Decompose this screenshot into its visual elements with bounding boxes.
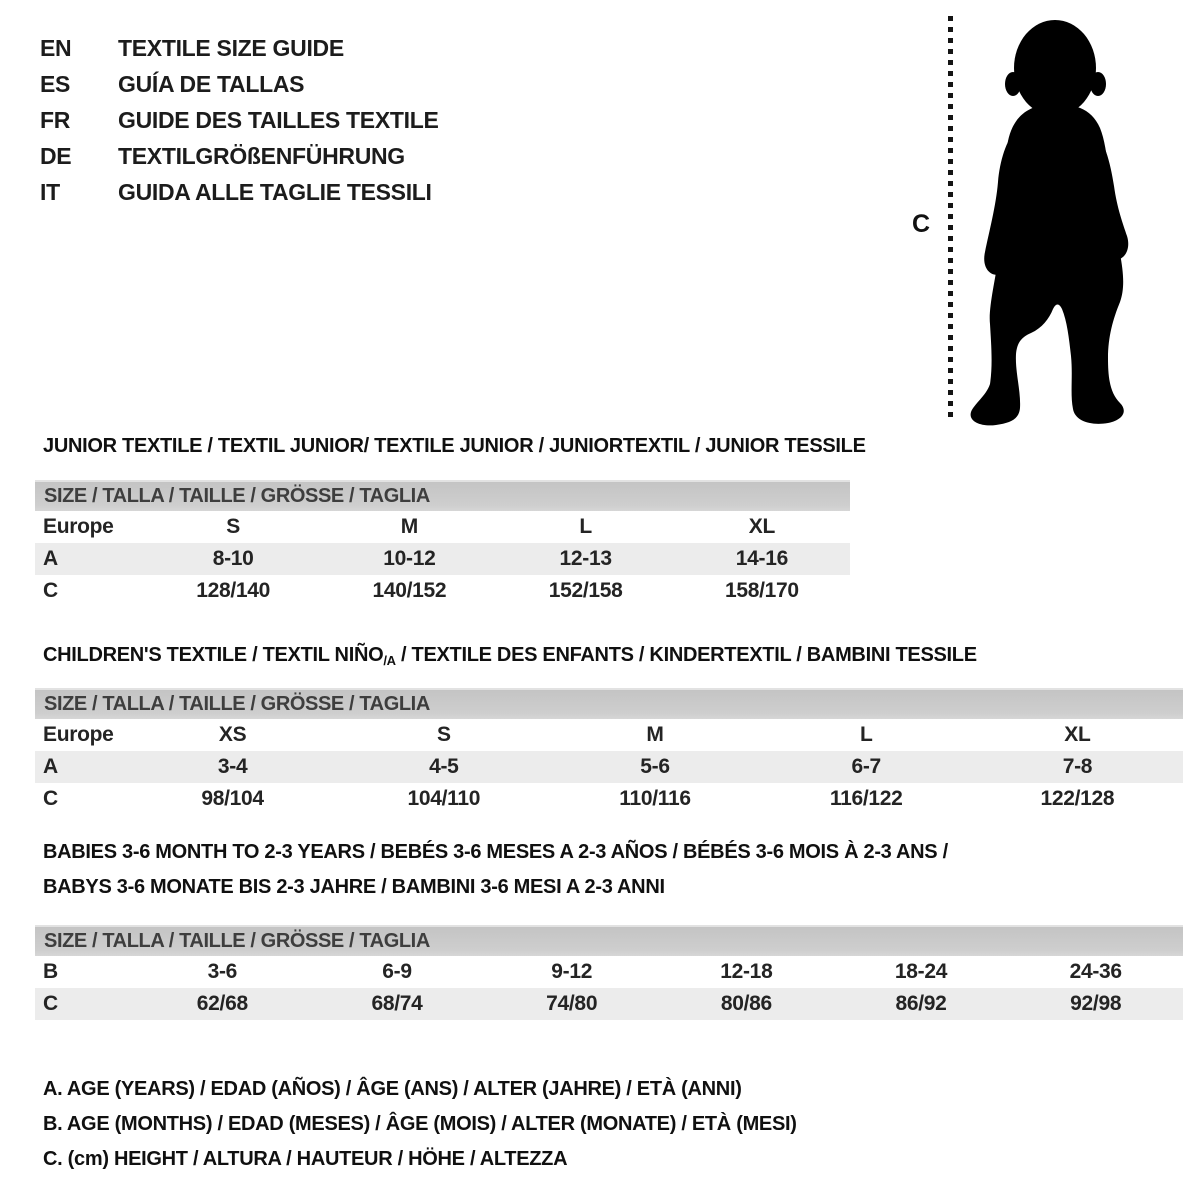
- height-cell: 98/104: [201, 787, 264, 810]
- age-cell: 14-16: [735, 547, 788, 570]
- table-row-age-months: [35, 956, 1183, 988]
- age-cell: 8-10: [212, 547, 254, 570]
- language-code: ES: [40, 70, 71, 97]
- language-code: FR: [40, 106, 71, 133]
- children-section-title: [43, 642, 977, 674]
- age-cell: 18-24: [894, 960, 948, 983]
- age-cell: 24-36: [1069, 960, 1122, 983]
- legend-line-a: A. AGE (YEARS) / EDAD (AÑOS) / ÂGE (ANS) / ALTER (JAHRE) / ETÀ (ANNI): [43, 1078, 742, 1100]
- silhouette-ear-right: [1090, 72, 1106, 96]
- legend-line-c: C. (cm) HEIGHT / ALTURA / HAUTEUR / HÖHE / ALTEZZA: [43, 1148, 568, 1170]
- junior-size-table: [35, 480, 850, 607]
- row-label: C: [43, 787, 58, 810]
- toddler-silhouette: [958, 12, 1143, 430]
- age-cell: 9-12: [551, 960, 593, 983]
- table-row-age: [35, 751, 1183, 783]
- silhouette-ear-left: [1005, 72, 1021, 96]
- height-cell: 92/98: [1070, 992, 1122, 1015]
- language-label: GUÍA DE TALLAS: [118, 70, 305, 97]
- height-cell: 104/110: [407, 787, 481, 810]
- size-cell: XL: [1064, 723, 1091, 746]
- height-cell: 116/122: [829, 787, 903, 810]
- age-cell: 3-4: [217, 755, 248, 778]
- age-cell: 3-6: [207, 960, 238, 983]
- height-cell: 74/80: [546, 992, 598, 1015]
- age-cell: 6-7: [851, 755, 881, 778]
- height-measure-dashed-line: [948, 16, 953, 418]
- row-label: A: [43, 755, 58, 778]
- age-cell: 6-9: [382, 960, 412, 983]
- height-cell: 152/158: [548, 579, 623, 602]
- height-measure-label: C: [912, 210, 931, 238]
- height-cell: 110/116: [619, 787, 691, 810]
- height-cell: 62/68: [196, 992, 248, 1015]
- table-row-age: [35, 543, 850, 575]
- size-header-label: SIZE / TALLA / TAILLE / GRÖSSE / TAGLIA: [44, 693, 430, 715]
- size-cell: L: [859, 723, 873, 746]
- age-cell: 7-8: [1062, 755, 1093, 778]
- size-header-label: SIZE / TALLA / TAILLE / GRÖSSE / TAGLIA: [44, 930, 430, 952]
- size-cell: M: [646, 723, 664, 746]
- language-label: TEXTILGRÖßENFÜHRUNG: [118, 142, 405, 169]
- age-cell: 12-13: [559, 547, 612, 570]
- table-row-height: [35, 988, 1183, 1020]
- age-cell: 4-5: [429, 755, 459, 778]
- language-label: GUIDA ALLE TAGLIE TESSILI: [118, 178, 432, 205]
- size-cell: L: [579, 515, 592, 538]
- height-cell: 158/170: [724, 579, 799, 602]
- table-row-europe: [35, 719, 1183, 751]
- row-label: B: [43, 960, 58, 983]
- table-row-height: [35, 575, 850, 607]
- language-code: DE: [40, 142, 72, 169]
- age-cell: 5-6: [640, 755, 670, 778]
- measure-legend: [43, 1072, 797, 1177]
- age-cell: 12-18: [720, 960, 773, 983]
- children-title-prefix: CHILDREN'S TEXTILE / TEXTIL NIÑO: [43, 644, 384, 666]
- language-row-fr: [40, 102, 439, 138]
- height-cell: 80/86: [720, 992, 772, 1015]
- babies-section-title-line1: BABIES 3-6 MONTH TO 2-3 YEARS / BEBÉS 3-6 MESES A 2-3 AÑOS / BÉBÉS 3-6 MOIS À 2-3 ANS /: [43, 841, 948, 863]
- size-cell: M: [400, 515, 418, 538]
- babies-section-title-line2: BABYS 3-6 MONATE BIS 2-3 JAHRE / BAMBINI 3-6 MESI A 2-3 ANNI: [43, 876, 665, 898]
- language-code: IT: [40, 178, 60, 205]
- height-cell: 68/74: [371, 992, 423, 1015]
- children-size-table: [35, 688, 1183, 815]
- language-label: GUIDE DES TAILLES TEXTILE: [118, 106, 439, 133]
- language-code: EN: [40, 34, 72, 61]
- height-cell: 140/152: [372, 579, 447, 602]
- legend-line-b: B. AGE (MONTHS) / EDAD (MESES) / ÂGE (MOIS) / ALTER (MONATE) / ETÀ (MESI): [43, 1113, 797, 1135]
- height-cell: 86/92: [895, 992, 947, 1015]
- children-title-suffix: / TEXTILE DES ENFANTS / KINDERTEXTIL / BAMBINI TESSILE: [395, 644, 977, 666]
- size-cell: XL: [748, 515, 775, 538]
- language-row-en: [40, 30, 439, 66]
- size-cell: XS: [218, 723, 247, 746]
- language-label: TEXTILE SIZE GUIDE: [118, 34, 344, 61]
- row-label: C: [43, 992, 58, 1015]
- row-label: A: [43, 547, 58, 570]
- height-cell: 122/128: [1040, 787, 1115, 810]
- language-row-de: [40, 138, 439, 174]
- babies-size-table: [35, 925, 1183, 1020]
- size-header-bar: [35, 925, 1183, 956]
- row-label: Europe: [43, 515, 114, 538]
- age-cell: 10-12: [383, 547, 436, 570]
- size-header-label: SIZE / TALLA / TAILLE / GRÖSSE / TAGLIA: [44, 485, 430, 507]
- size-cell: S: [226, 515, 240, 538]
- language-row-es: [40, 66, 439, 102]
- junior-section-title: JUNIOR TEXTILE / TEXTIL JUNIOR/ TEXTILE JUNIOR / JUNIORTEXTIL / JUNIOR TESSILE: [43, 435, 866, 457]
- table-row-height: [35, 783, 1183, 815]
- size-header-bar: [35, 688, 1183, 719]
- size-cell: S: [436, 723, 451, 746]
- table-row-europe: [35, 511, 850, 543]
- language-header: [40, 30, 439, 210]
- row-label: Europe: [43, 723, 114, 746]
- language-row-it: [40, 174, 439, 210]
- row-label: C: [43, 579, 58, 602]
- size-header-bar: [35, 480, 850, 511]
- children-title-sub: /A: [383, 653, 396, 668]
- height-cell: 128/140: [196, 579, 271, 602]
